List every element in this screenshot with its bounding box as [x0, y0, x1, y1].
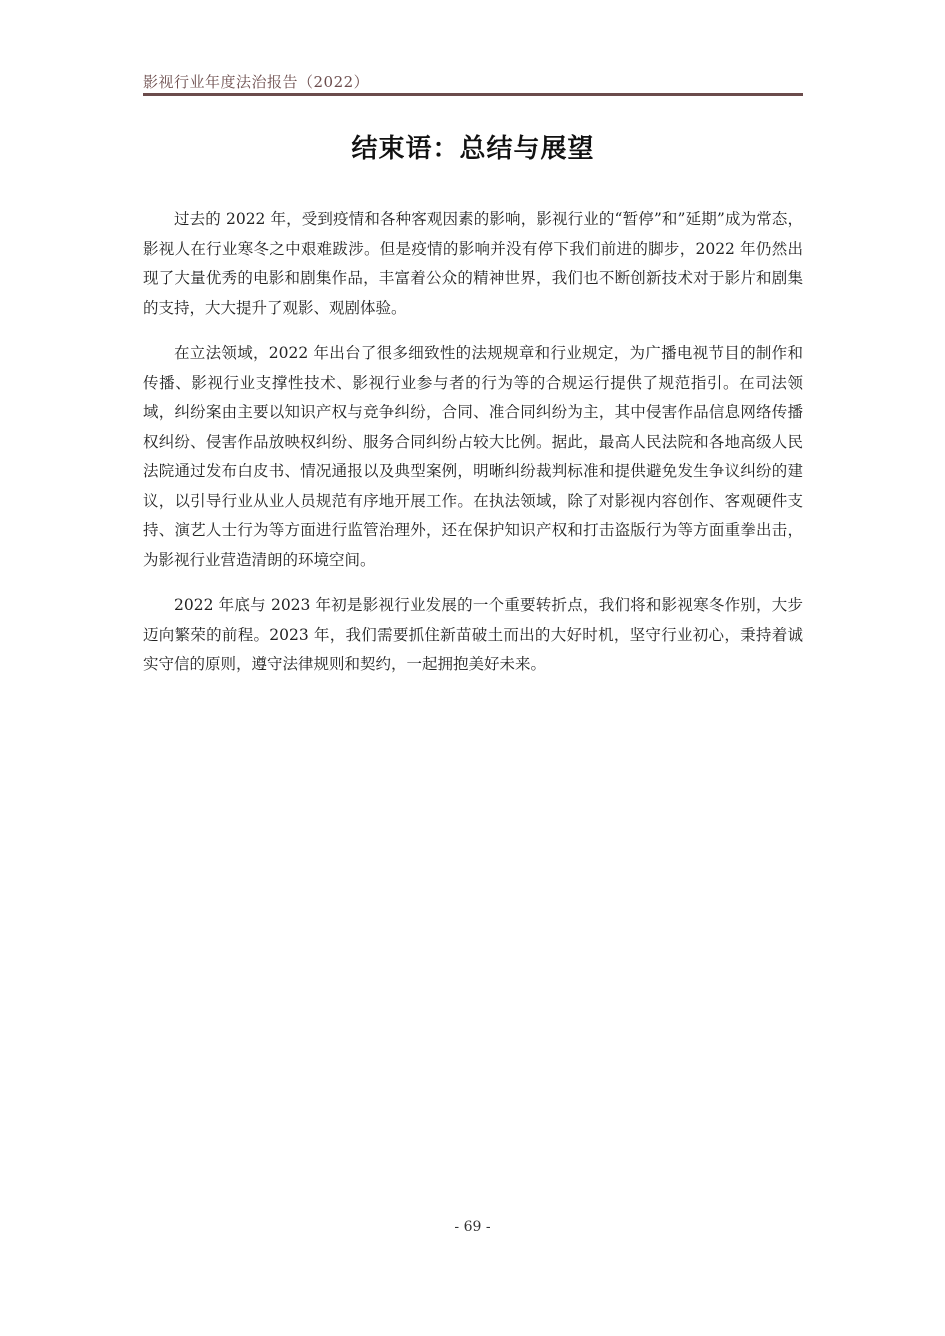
paragraph-3: 2022 年底与 2023 年初是影视行业发展的一个重要转折点，我们将和影视寒冬作别，大步迈向繁荣的前程。2023 年，我们需要抓住新苗破土而出的大好时机，坚守行业初心，秉持着诚实守信的原则，遵守法律规则和契约，一起拥抱美好未来。: [143, 596, 803, 673]
paragraph-1: 过去的 2022 年，受到疫情和各种客观因素的影响，影视行业的“暂停”和”延期”成为常态，影视人在行业寒冬之中艰难跋涉。但是疫情的影响并没有停下我们前进的脚步，2022 年仍然出现了大量优秀的电影和剧集作品，丰富着公众的精神世界，我们也不断创新技术对于影片和剧集的支持，大大提升了观影、观剧体验。: [143, 210, 803, 317]
paragraph-2: 在立法领域，2022 年出台了很多细致性的法规规章和行业规定，为广播电视节目的制作和传播、影视行业支撑性技术、影视行业参与者的行为等的合规运行提供了规范指引。在司法领域，纠纷案由主要以知识产权与竞争纠纷，合同、准合同纠纷为主，其中侵害作品信息网络传播权纠纷、侵害作品放映权纠纷、服务合同纠纷占较大比例。据此，最高人民法院和各地高级人民法院通过发布白皮书、情况通报以及典型案例，明晰纠纷裁判标准和提供避免发生争议纠纷的建议，以引导行业从业人员规范有序地开展工作。在执法领域，除了对影视内容创作、客观硬件支持、演艺人士行为等方面进行监管治理外，还在保护知识产权和打击盗版行为等方面重拳出击，为影视行业营造清朗的环境空间。: [143, 344, 803, 569]
running-header: [143, 66, 803, 96]
page-number: - 69 -: [454, 1219, 491, 1235]
page-title: 结束语：总结与展望: [351, 134, 595, 164]
running-header-title: 影视行业年度法治报告（2022）: [143, 73, 370, 91]
header-divider: [143, 93, 803, 96]
body-text: [143, 205, 803, 696]
